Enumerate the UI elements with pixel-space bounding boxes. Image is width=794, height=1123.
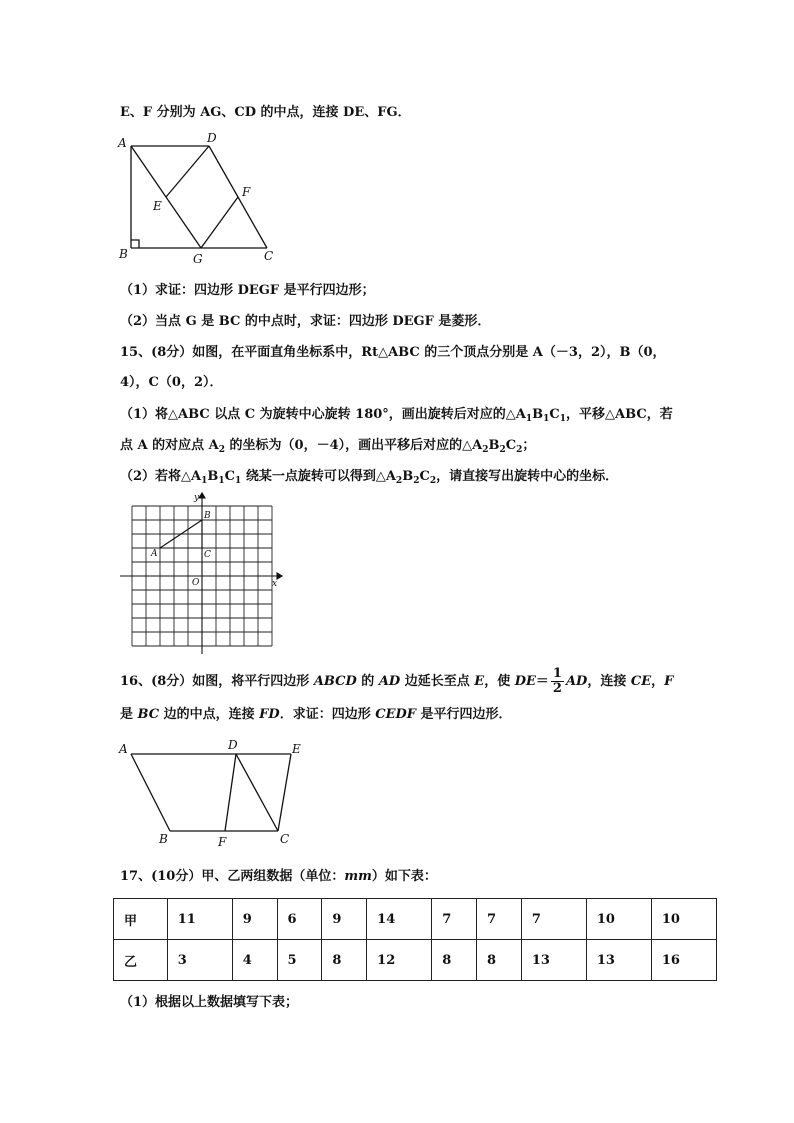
table-cell: 7 [521, 899, 586, 940]
q15-line2: 4），C（0，2）． [120, 375, 223, 390]
q17-data-table [113, 898, 717, 981]
q16-seg-AB [131, 754, 170, 831]
q14-intro: E、F 分别为 AG、CD 的中点，连接 DE、FG． [120, 105, 411, 120]
q14-part2: （2）当点 G 是 BC 的中点时，求证：四边形 DEGF 是菱形． [120, 314, 491, 329]
table-cell: 5 [277, 940, 322, 981]
q14-label-D: D [207, 131, 217, 145]
q16-seg-EC [278, 754, 291, 831]
q16-label-B: B [159, 832, 168, 846]
q15-axis-label-y: y [194, 493, 200, 503]
q14-label-G: G [193, 252, 203, 266]
q16-label-E: E [292, 742, 301, 756]
table-cell: 7 [432, 899, 477, 940]
table-cell: 11 [167, 899, 232, 940]
table-row [114, 899, 717, 940]
q16-label-C: C [280, 832, 290, 846]
q15-part1-line1: （1）将△ABC 以点 C 为旋转中心旋转 180°，画出旋转后对应的$\triangle A_1B_1C_1$，平移△ABC，若 [120, 407, 673, 424]
q14-label-A: A [118, 136, 127, 150]
q17-intro: 17、(10分）甲、乙两组数据（单位：mm）如下表： [120, 869, 437, 884]
q14-right-angle-mark [131, 240, 139, 248]
q14-part1: （1）求证：四边形 DEGF 是平行四边形； [120, 283, 375, 298]
q15-part1-line2: 点 A 的对应点 $A_2$ 的坐标为（0，－4），画出平移后对应的$\triangle A_2B_2C_2$； [120, 438, 536, 455]
table-cell: 3 [167, 940, 232, 981]
table-row [114, 940, 717, 981]
table-cell: 13 [586, 940, 651, 981]
q16-seg-DF [225, 754, 236, 831]
table-cell: 16 [651, 940, 716, 981]
table-cell: 12 [367, 940, 432, 981]
q14-label-B: B [119, 247, 128, 261]
q15-point-label-B: B [204, 511, 211, 521]
q14-label-C: C [264, 249, 274, 263]
row-header-jia: 甲 [114, 899, 168, 940]
q15-x-arrow [277, 573, 282, 579]
q14-seg-GF [201, 197, 238, 248]
table-cell: 14 [367, 899, 432, 940]
q14-figure [115, 130, 285, 270]
q16-seg-DC [236, 754, 278, 831]
q15-point-label-A: A [151, 549, 158, 559]
q14-seg-DE [166, 146, 209, 197]
table-cell: 10 [651, 899, 716, 940]
row-header-yi: 乙 [114, 940, 168, 981]
q15-y-arrow [199, 493, 205, 498]
q14-label-F: F [242, 185, 251, 199]
q14-label-E: E [153, 199, 162, 213]
table-cell: 13 [521, 940, 586, 981]
q15-part2: （2）若将$\triangle A_1B_1C_1$ 绕某一点旋转可以得到$\triangle A_2B_2C_2$，请直接写出旋转中心的坐标． [120, 469, 619, 486]
table-cell: 9 [322, 899, 367, 940]
q15-origin-label: O [192, 578, 200, 588]
q16-label-A: A [119, 742, 128, 756]
q15-line1: 15、(8分）如图，在平面直角坐标系中，Rt△ABC 的三个顶点分别是 A（－3，2），B（0， [120, 345, 666, 360]
table-cell: 8 [322, 940, 367, 981]
q17-part1: （1）根据以上数据填写下表； [120, 995, 299, 1010]
q15-point-label-C: C [204, 550, 211, 560]
q16-figure [115, 735, 315, 855]
q16-line2: 是 BC 边的中点，连接 FD．求证：四边形 CEDF 是平行四边形． [120, 707, 512, 722]
table-cell: 6 [277, 899, 322, 940]
table-cell: 8 [432, 940, 477, 981]
q16-label-F: F [218, 835, 227, 849]
q15-coordinate-grid [115, 490, 285, 660]
table-cell: 4 [232, 940, 277, 981]
q16-line1: 16、(8分）如图，将平行四边形 ABCD 的 AD 边延长至点 E，使 DE＝ $\frac{1}{2}$ AD，连接 CE，F [120, 666, 674, 696]
table-cell: 9 [232, 899, 277, 940]
table-cell: 8 [477, 940, 522, 981]
q16-fraction: $\frac{1}{2}$ [552, 666, 562, 696]
q16-label-D: D [228, 738, 238, 752]
q15-axis-label-x: x [272, 579, 278, 589]
table-cell: 7 [477, 899, 522, 940]
table-cell: 10 [586, 899, 651, 940]
